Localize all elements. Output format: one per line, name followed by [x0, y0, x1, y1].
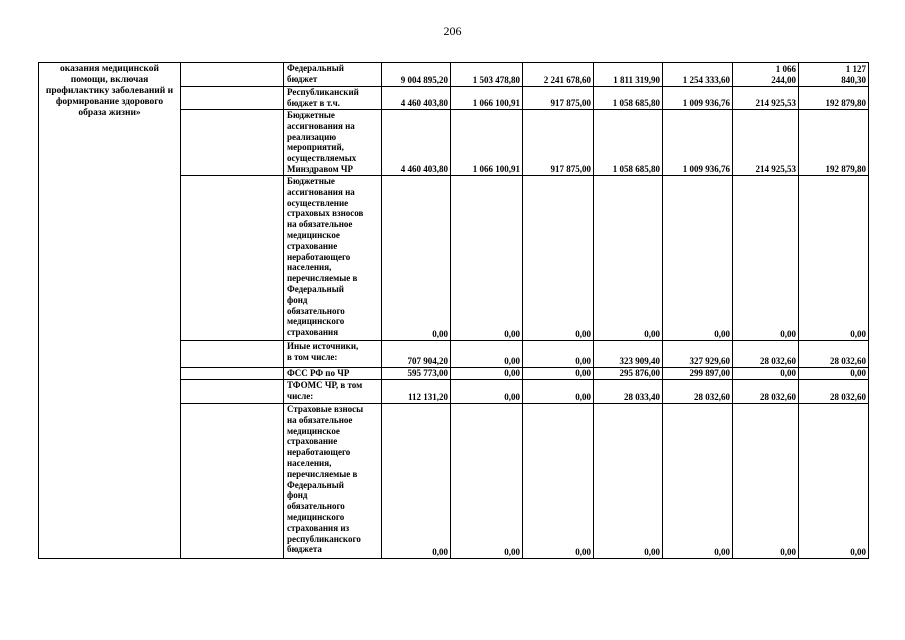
page-number: 206 — [443, 24, 462, 38]
amount-cell: 0,00 — [799, 404, 869, 559]
amount-cell: 0,00 — [451, 176, 523, 341]
amount-cell: 112 131,20 — [382, 380, 451, 404]
amount-cell: 0,00 — [451, 380, 523, 404]
amount-cell: 0,00 — [799, 176, 869, 341]
empty-cell — [181, 341, 284, 368]
amount-cell: 2 241 678,60 — [523, 63, 594, 87]
amount-cell: 1 254 333,60 — [663, 63, 733, 87]
funding-source-cell: Федеральный бюджет — [284, 63, 382, 87]
amount-cell: 1 058 685,80 — [594, 110, 663, 176]
budget-table — [38, 62, 869, 559]
amount-cell: 0,00 — [451, 368, 523, 380]
amount-cell: 299 897,00 — [663, 368, 733, 380]
empty-cell — [181, 368, 284, 380]
empty-cell — [181, 176, 284, 341]
amount-cell: 917 875,00 — [523, 110, 594, 176]
funding-source-cell: Республиканский бюджет в т.ч. — [284, 87, 382, 110]
amount-cell: 0,00 — [663, 176, 733, 341]
amount-cell: 917 875,00 — [523, 87, 594, 110]
amount-cell: 0,00 — [451, 404, 523, 559]
amount-cell: 4 460 403,80 — [382, 110, 451, 176]
amount-cell: 0,00 — [382, 404, 451, 559]
amount-cell: 1 009 936,76 — [663, 110, 733, 176]
amount-cell: 0,00 — [733, 404, 799, 559]
empty-cell — [181, 63, 284, 87]
amount-cell: 28 033,40 — [594, 380, 663, 404]
amount-cell: 0,00 — [663, 404, 733, 559]
amount-cell: 0,00 — [594, 404, 663, 559]
amount-cell: 0,00 — [594, 176, 663, 341]
amount-cell: 0,00 — [523, 341, 594, 368]
empty-cell — [181, 87, 284, 110]
funding-source-cell: ТФОМС ЧР, в том числе: — [284, 380, 382, 404]
amount-cell: 327 929,60 — [663, 341, 733, 368]
amount-cell: 707 904,20 — [382, 341, 451, 368]
amount-cell: 0,00 — [523, 404, 594, 559]
amount-cell: 1 066 244,00 — [733, 63, 799, 87]
funding-source-cell: Бюджетные ассигнования на реализацию мероприятий, осуществляемых Минздравом ЧР — [284, 110, 382, 176]
amount-cell: 323 909,40 — [594, 341, 663, 368]
amount-cell: 214 925,53 — [733, 110, 799, 176]
amount-cell: 0,00 — [799, 368, 869, 380]
amount-cell: 1 009 936,76 — [663, 87, 733, 110]
amount-cell: 0,00 — [733, 368, 799, 380]
funding-source-cell: ФСС РФ по ЧР — [284, 368, 382, 380]
amount-cell: 1 503 478,80 — [451, 63, 523, 87]
amount-cell: 1 811 319,90 — [594, 63, 663, 87]
amount-cell: 595 773,00 — [382, 368, 451, 380]
empty-cell — [181, 404, 284, 559]
amount-cell: 0,00 — [523, 176, 594, 341]
empty-cell — [181, 380, 284, 404]
amount-cell: 0,00 — [523, 380, 594, 404]
amount-cell: 192 879,80 — [799, 110, 869, 176]
table-row — [39, 63, 869, 87]
amount-cell: 0,00 — [523, 368, 594, 380]
amount-cell: 0,00 — [733, 176, 799, 341]
amount-cell: 1 127 840,30 — [799, 63, 869, 87]
funding-source-cell: Иные источники, в том числе: — [284, 341, 382, 368]
amount-cell: 192 879,80 — [799, 87, 869, 110]
program-name-cell: оказания медицинской помощи, включая профилактику заболеваний и формирование здорового образа жизни» — [39, 63, 181, 559]
amount-cell: 1 066 100,91 — [451, 87, 523, 110]
amount-cell: 28 032,60 — [733, 341, 799, 368]
amount-cell: 28 032,60 — [799, 341, 869, 368]
amount-cell: 28 032,60 — [799, 380, 869, 404]
amount-cell: 0,00 — [451, 341, 523, 368]
amount-cell: 0,00 — [382, 176, 451, 341]
empty-cell — [181, 110, 284, 176]
amount-cell: 4 460 403,80 — [382, 87, 451, 110]
funding-source-cell: Бюджетные ассигнования на осуществление страховых взносов на обязательное медицинское страхование неработающего населения, перечисляемые в Федеральный фонд обязательного медицинского страхования — [284, 176, 382, 341]
amount-cell: 1 066 100,91 — [451, 110, 523, 176]
amount-cell: 28 032,60 — [663, 380, 733, 404]
amount-cell: 214 925,53 — [733, 87, 799, 110]
amount-cell: 9 004 895,20 — [382, 63, 451, 87]
amount-cell: 28 032,60 — [733, 380, 799, 404]
amount-cell: 1 058 685,80 — [594, 87, 663, 110]
amount-cell: 295 876,00 — [594, 368, 663, 380]
funding-source-cell: Страховые взносы на обязательное медицинское страхование неработающего населения, перечисляемые в Федеральный фонд обязательного медицинского страхования из республиканского бюджета — [284, 404, 382, 559]
